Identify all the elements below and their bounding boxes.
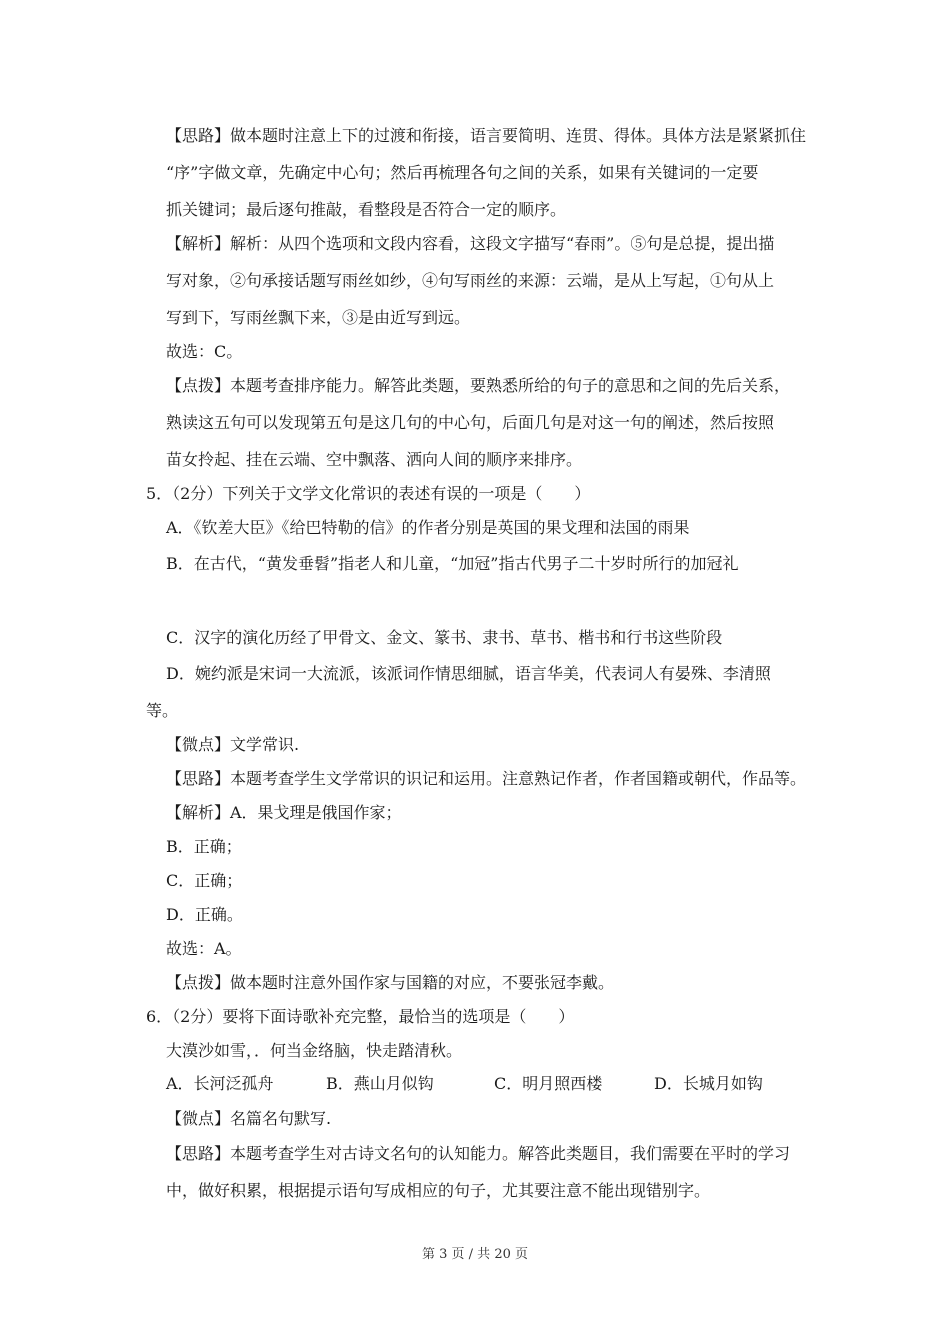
- q5-answer: 故选：A。: [166, 939, 242, 958]
- q5-option-c: C．汉字的演化历经了甲骨文、金文、篆书、隶书、草书、楷书和行书这些阶段: [166, 628, 723, 647]
- q5-dianbo: 【点拨】做本题时注意外国作家与国籍的对应，不要张冠李戴。: [166, 973, 615, 992]
- q4-dianbo-line-2: 熟读这五句可以发现第五句是这几句的中心句，后面几句是对这一句的阐述，然后按照: [166, 413, 775, 432]
- q5-option-d-line-1: D．婉约派是宋词一大流派，该派词作情思细腻，语言华美，代表词人有晏殊、李清照: [166, 664, 771, 683]
- q4-jiexi-line-2: 写对象，②句承接话题写雨丝如纱，④句写雨丝的来源：云端，是从上写起，①句从上: [166, 271, 775, 290]
- q4-jiexi-line-3: 写到下，写雨丝飘下来，③是由近写到远。: [166, 308, 471, 327]
- q4-silu-line-3: 抓关键词；最后逐句推敲，看整段是否符合一定的顺序。: [166, 200, 567, 219]
- q5-stem: 5．（2分）下列关于文学文化常识的表述有误的一项是（ ）: [146, 484, 591, 503]
- q4-silu-line-1: 【思路】做本题时注意上下的过渡和衔接，语言要简明、连贯、得体。具体方法是紧紧抓住: [166, 126, 807, 145]
- q5-jiexi: 【解析】A．果戈理是俄国作家；: [166, 803, 402, 822]
- q6-weidian: 【微点】名篇名句默写.: [166, 1109, 332, 1128]
- q4-dianbo-line-1: 【点拨】本题考查排序能力。解答此类题，要熟悉所给的句子的意思和之间的先后关系，: [166, 376, 791, 395]
- q4-silu-line-2: “序”字做文章，先确定中心句；然后再梳理各句之间的关系，如果有关键词的一定要: [166, 163, 759, 182]
- q6-silu-line-1: 【思路】本题考查学生对古诗文名句的认知能力。解答此类题目，我们需要在平时的学习: [166, 1144, 791, 1163]
- q4-dianbo-line-3: 苗女拎起、挂在云端、空中飘落、洒向人间的顺序来排序。: [166, 450, 583, 469]
- q5-option-d-line-2: 等。: [146, 701, 179, 720]
- q6-poem: 大漠沙如雪，．何当金络脑，快走踏清秋。: [166, 1041, 463, 1060]
- q5-weidian: 【微点】文学常识.: [166, 735, 300, 754]
- q4-jiexi-line-1: 【解析】解析：从四个选项和文段内容看，这段文字描写“春雨”。⑤句是总提，提出描: [166, 234, 775, 253]
- q6-stem: 6．（2分）要将下面诗歌补充完整，最恰当的选项是（ ）: [146, 1007, 575, 1026]
- q6-option-a: A．长河泛孤舟: [166, 1074, 274, 1093]
- q5-jiexi-c: C．正确；: [166, 871, 243, 890]
- q5-silu: 【思路】本题考查学生文学常识的识记和运用。注意熟记作者，作者国籍或朝代，作品等。: [166, 769, 807, 788]
- q6-option-b: B．燕山月似钩: [326, 1074, 434, 1093]
- q5-jiexi-b: B．正确；: [166, 837, 242, 856]
- q5-option-a: A．《钦差大臣》《给巴特勒的信》的作者分别是英国的果戈理和法国的雨果: [166, 518, 690, 537]
- q6-option-d: D．长城月如钩: [654, 1074, 763, 1093]
- q4-answer: 故选：C。: [166, 342, 243, 361]
- q5-option-b: B．在古代，“黄发垂髫”指老人和儿童，“加冠”指古代男子二十岁时所行的加冠礼: [166, 554, 739, 573]
- q6-option-c: C．明月照西楼: [494, 1074, 603, 1093]
- q5-jiexi-d: D．正确。: [166, 905, 243, 924]
- q6-silu-line-2: 中，做好积累，根据提示语句写成相应的句子，尤其要注意不能出现错别字。: [166, 1181, 711, 1200]
- page-footer: 第 3 页 / 共 20 页: [422, 1247, 528, 1262]
